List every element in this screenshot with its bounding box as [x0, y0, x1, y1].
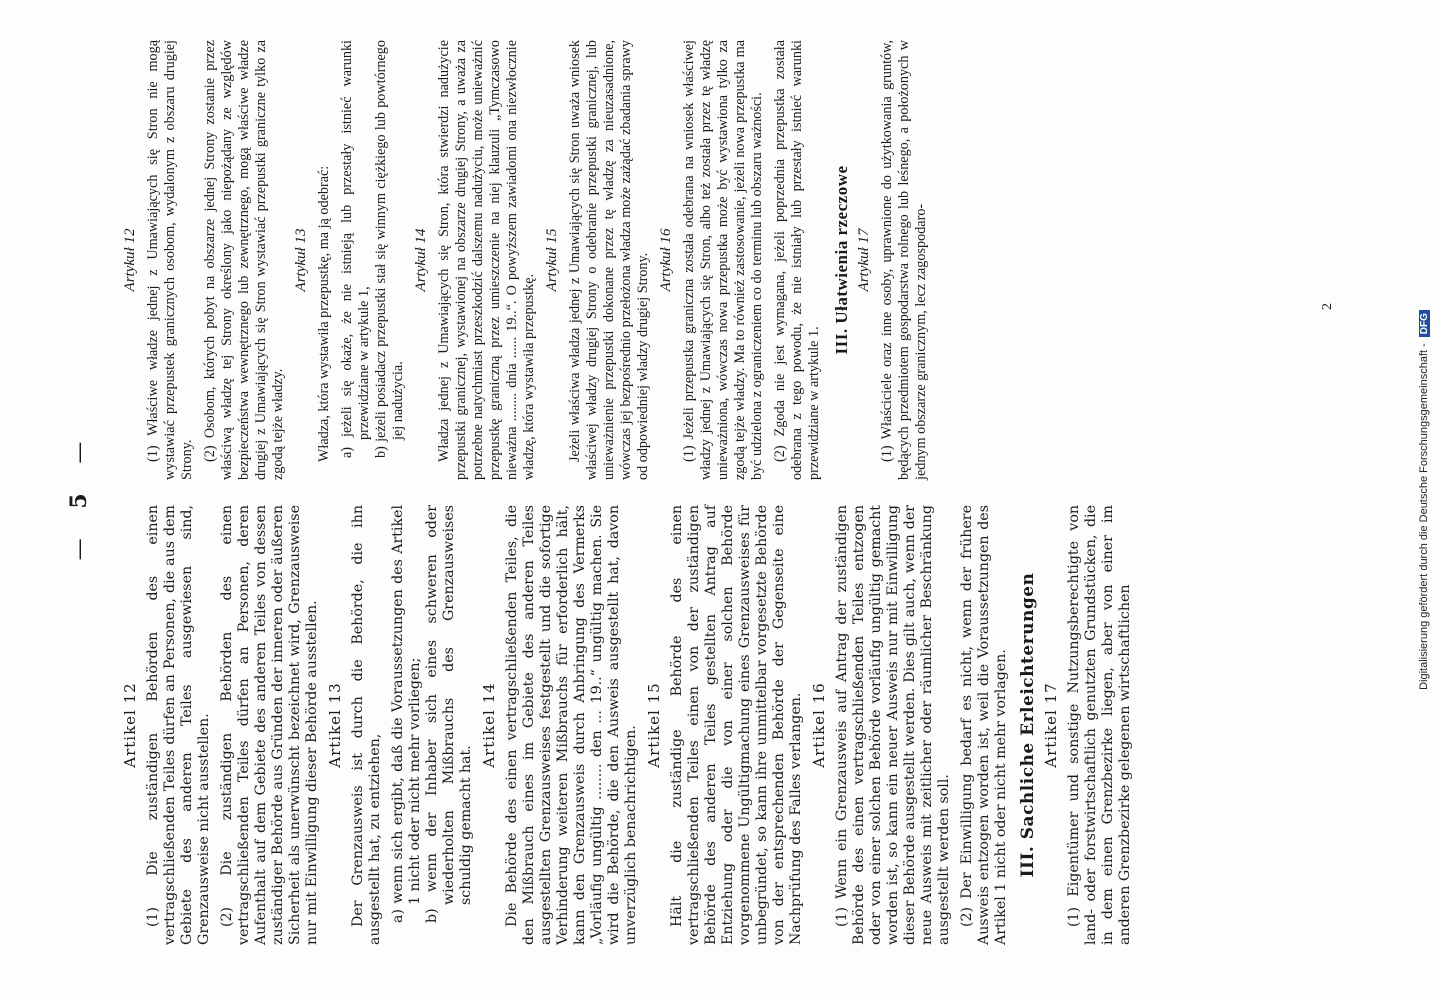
page-number-header: 5: [66, 491, 92, 509]
article-block: [544, 40, 652, 480]
article-list: [390, 505, 475, 923]
list-item: b) wenn der Inhaber sich eines schweren oder wiederholten Mißbrauchs des Grenzausweises schuldig gemacht hat.: [424, 505, 474, 923]
header-dash-right: —: [67, 439, 92, 464]
article-block: [122, 40, 287, 480]
list-item: b) jeżeli posiadacz przepustki stał się winnym ciężkiego lub powtórnego jej nadużycia.: [373, 40, 406, 458]
article-heading: Artykuł 12: [122, 228, 138, 292]
header-dash-left: —: [67, 536, 92, 561]
credit-text: Digitalisierung gefördert durch die Deutsche Forschungsgemeinschaft -: [1418, 343, 1430, 690]
article-heading: Artikel 16: [810, 682, 828, 768]
article-block: [481, 505, 640, 945]
article-paragraph: Władza, która wystawiła przepustkę, ma ją odebrać:: [316, 165, 332, 462]
article-paragraph: (2) Zgoda nie jest wymagana, jeżeli poprzednia przepustka została odebrana z tego powodu, że nie istniały lub przestały istnieć warunki przewidziane w artykule 1.: [772, 40, 822, 480]
article-heading: Artikel 15: [645, 682, 663, 768]
article-paragraph: (1) Wenn ein Grenzausweis auf Antrag der zuständigen Behörde des einen vertragschließenden Teiles entzogen oder von einer solchen Behörde vorläufig ungültig gemacht worden ist, so kann ein neuer Ausweis nur mit Einwilligung dieser Behörde ausgestellt werden. Dies gilt auch, wenn der neue Ausweis mit zeitlicher oder räumlicher Beschränkung ausgestellt werden soll.: [834, 505, 952, 945]
article-heading: Artykuł 16: [658, 228, 674, 292]
article-heading: Artikel 13: [326, 682, 344, 768]
article-heading: Artikel 12: [121, 682, 139, 768]
article-paragraph: (1) Właściwe władze jednej z Umawiających się Stron nie mogą wystawiać przepustek granicznych osobom, wydalonym z obszaru drugiej Strony.: [145, 40, 195, 480]
article-paragraph: Władza jednej z Umawiających się Stron, która stwierdzi nadużycie przepustki granicznej, wystawionej na obszarze drugiej Strony, a uważa za potrzebne natychmiast przeszkodzić dalszemu nadużyciu, może unieważnić przepustkę graniczną przez umieszczenie na niej klauzuli „Tymczasowo nieważna ........ dnia ...... 19..“. O powyższem zawiadomi ona niezwłocznie władzę, która wystawiła przepustkę.: [436, 40, 537, 480]
dfg-logo: DFG: [1419, 310, 1430, 337]
article-heading: Artikel 14: [480, 682, 498, 768]
footer-page-number: 2: [1320, 303, 1335, 310]
article-heading: Artykuł 15: [544, 228, 560, 292]
article-paragraph: Hält die zuständige Behörde des einen vertragschließenden Teiles einen von der zuständigen Behörde des anderen Teiles gestellten Antrag auf Entziehung oder die von einer solchen Behörde vorgenommene Ungültigmachung eines Grenzausweises für unbegründet, so kann ihre unmittelbar vorgesetzte Behörde von der entsprechenden Behörde der Gegenseite eine Nachprüfung des Falles verlangen.: [669, 505, 804, 945]
article-paragraph: Jeżeli właściwa władza jednej z Umawiających się Stron uważa wniosek właściwej władzy drugiej Strony o odebranie przepustki granicznej, lub unieważnienie przepustki dokonane przez tę władzę za nieuzasadnione, wówczas jej bezpośrednio przełożona władza może zażądać zbadania sprawy od odpowiedniej władzy drugiej Strony.: [567, 40, 651, 480]
article-block: [811, 505, 1010, 945]
article-paragraph: (2) Die zuständigen Behörden des einen vertragschließenden Teiles dürfen an Personen, deren Aufenthalt auf dem Gebiete des anderen Teiles von dessen zuständiger Behörde aus Gründen der inneren oder äußeren Sicherheit als unerwünscht bezeichnet wird, Grenzausweise nur mit Einwilligung dieser Behörde ausstellen.: [219, 505, 320, 945]
article-heading: Artykuł 13: [293, 228, 309, 292]
rotated-content: [60, 0, 1390, 1000]
section-heading: III. Ułatwienia rzeczowe: [832, 165, 851, 355]
section-heading: III. Sachliche Erleichterungen: [1018, 572, 1038, 878]
article-paragraph: Der Grenzausweis ist durch die Behörde, die ihn ausgestellt hat, zu entziehen,: [350, 505, 383, 945]
article-paragraph: (2) Der Einwilligung bedarf es nicht, wenn der frühere Ausweis entzogen worden ist, weil die Voraussetzungen des Artikel 1 nicht oder nicht mehr vorlagen.: [959, 505, 1009, 945]
article-heading: Artykuł 17: [856, 228, 872, 292]
article-paragraph: (1) Właściciele oraz inne osoby, uprawnione do użytkowania gruntów, będących przedmiotem gospodarstwa rolnego lub leśnego, a położonych w jednym obszarze granicznym, lecz zagospodaro-: [879, 40, 929, 480]
article-paragraph: (1) Jeżeli przepustka graniczna została odebrana na wniosek właściwej władzy jednej z Umawiających się Stron, albo też została przez tę władzę unieważniona, wówczas nowa przepustka może być wystawiona tylko za zgodą tejże władzy. Ma to również zastosowanie, jeżeli nowa przepustka ma być udzielona z ograniczeniem co do terminu lub obszaru ważności.: [681, 40, 765, 480]
digitization-credit: [1418, 0, 1434, 1000]
article-heading: Artikel 17: [1042, 682, 1060, 768]
article-paragraph: Die Behörde des einen vertragschließenden Teiles, die den Mißbrauch eines im Gebiete des anderen Teiles ausgestellten Grenzausweises festgestellt und die sofortige Verhinderung weiteren Mißbrauchs für erforderlich hält, kann den Grenzausweis durch Anbringung des Vermerks „Vorläufig ungültig ........ den ... 19..“ ungültig machen. Sie wird die Behörde, die den Ausweis ausgestellt hat, davon unverzüglich benachrichtigen.: [504, 505, 639, 945]
article-block: [413, 40, 538, 480]
article-block: [327, 505, 475, 945]
page-header: [66, 0, 106, 1000]
article-paragraph: (1) Eigentümer und sonstige Nutzungsberechtigte von land- oder forstwirtschaftlich genutzten Grundstücken, die in dem einen Grenzbezirke liegen, aber von einer im anderen Grenzbezirke gelegenen wirtschaftlichen: [1066, 505, 1133, 945]
list-item: a) jeżeli się okaże, że nie istnieją lub przestały istnieć warunki przewidziane w artykule 1,: [339, 40, 372, 458]
german-column: [116, 505, 1140, 945]
article-list: [339, 40, 407, 458]
article-block: [293, 40, 407, 480]
article-paragraph: (2) Osobom, których pobyt na obszarze jednej Strony zostanie przez właściwą władzę tej Strony określony jako niepożądany ze względów bezpieczeństwa wewnętrznego lub zewnętrznego, mogą właściwe władze drugiej z Umawiających się Stron wystawiać przepustki graniczne tylko za zgodą tejże władzy.: [202, 40, 286, 480]
article-block: [122, 505, 321, 945]
article-block: [646, 505, 805, 945]
list-item: a) wenn sich ergibt, daß die Voraussetzungen des Artikel 1 nicht oder nicht mehr vorliegen;: [390, 505, 423, 923]
polish-column: [116, 40, 936, 480]
article-heading: Artykuł 14: [413, 228, 429, 292]
article-paragraph: (1) Die zuständigen Behörden des einen vertragschließenden Teiles dürfen an Personen, die aus dem Gebiete des anderen Teiles ausgewiesen sind, Grenzausweise nicht ausstellen.: [145, 505, 212, 945]
article-block: [658, 40, 823, 480]
